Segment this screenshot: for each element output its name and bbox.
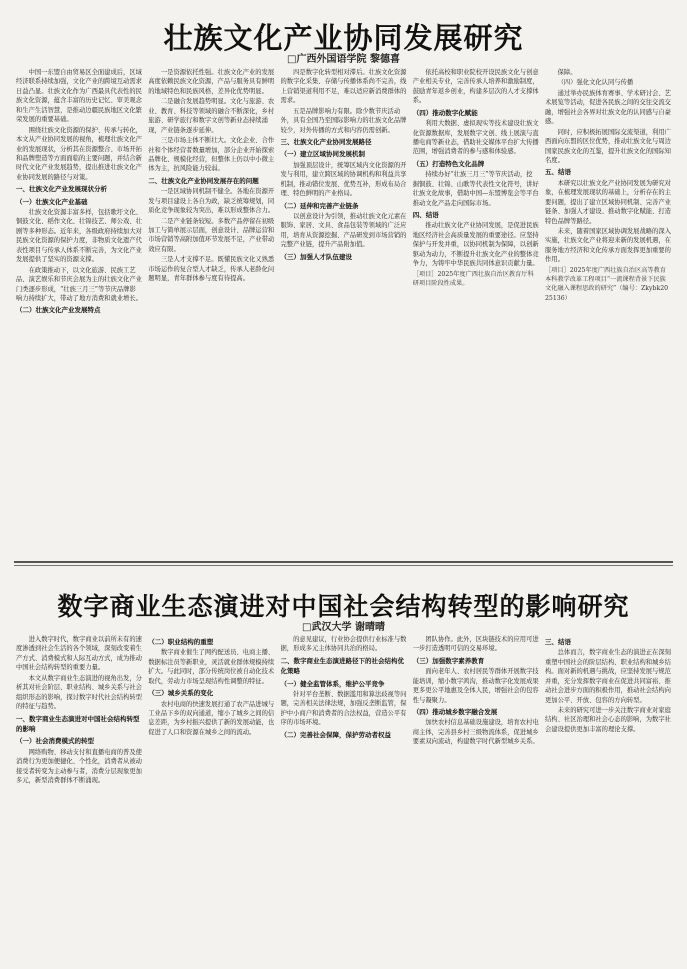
body-paragraph: 在政策推动下，以文化旅游、民族工艺品、演艺娱乐和节庆会展为主的壮族文化产业门类逐步形成，“壮族三月三”等节庆品牌影响力持续扩大，带动了地方消费和就业增长。 [16,266,142,302]
body-paragraph: 围绕壮族文化资源的保护、传承与转化，本文从产业协同发展的视角，梳理壮族文化产业的发展现状，分析其在资源整合、市场开拓和品牌塑造等方面面临的主要问题，并结合新时代文化产业发展趋势，提出推进壮族文化产业协同发展的路径与对策。 [16,126,142,181]
body-paragraph: 农村电商的快速发展打通了农产品进城与工业品下乡的双向通道，缩小了城乡之间的信息差距，为乡村振兴提供了新的发展动能，也促进了人口和资源在城乡之间的流动。 [148,700,275,736]
article-2-column [16,635,142,963]
section-heading: （一）壮族文化产业基础 [16,197,88,206]
section-heading: 三、结语 [545,638,571,646]
body-paragraph: 加强顶层设计，统筹区域内文化资源的开发与利用，建立跨区域的协调机构和利益共享机制，推动错位发展、优势互补，形成布局合理、特色鲜明的产业格局。 [280,161,407,198]
section-heading: （五）打造特色文化品牌 [412,159,485,168]
article-2-column [281,635,407,963]
body-paragraph: 持续办好“壮族三月三”等节庆活动，挖掘铜鼓、壮锦、山歌等代表性文化符号，讲好壮族文化故事，借助中国—东盟博览会等平台推动文化产品走向国际市场。 [412,171,539,207]
body-paragraph: 中国一东盟自由贸易区全面建成后，区域经济联系持续加强，文化产业的跨境互动需求日益凸显。壮族文化作为广西最具代表性的民族文化资源，蕴含丰富的历史记忆、审美观念和生产生活智慧，是推动边疆民族地区文化繁荣发展的重要基础。 [16,69,142,124]
article-2-byline: □武汉大学 谢晴晴 [302,622,385,633]
section-heading: 一、数字商业生态演进对中国社会结构转型的影响 [16,714,140,733]
body-paragraph: 针对平台垄断、数据滥用和算法歧视等问题，完善相关法律法规，加强反垄断监管，保护中小商户和消费者的合法权益，营造公平有序的市场环境。 [280,691,407,727]
body-paragraph: 三是人才支撑不足。既懂民族文化又熟悉市场运作的复合型人才缺乏，传承人老龄化问题明显，青年群体参与度有待提高。 [148,256,275,283]
article-1-column [148,68,274,548]
section-divider [14,561,673,566]
section-heading: （一）健全监管体系，维护公平竞争 [280,679,385,688]
section-heading: 三、壮族文化产业协同发展路径 [280,138,372,147]
article-1-byline: □广西外国语学院 黎德喜 [287,54,400,65]
body-paragraph: 壮族文化资源丰富多样，包括歌圩文化、铜鼓文化、稻作文化、壮锦技艺、师公戏、壮剧等多种形态。近年来，各级政府持续加大对民族文化资源的保护力度，非物质文化遗产代表性项目与传承人体系不断完善，为文化产业发展提供了坚实的资源支撑。 [16,209,142,264]
body-paragraph: 五是品牌影响力有限。除少数节庆活动外，具有全国乃至国际影响力的壮族文化品牌较少，对外传播的方式和内容仍需创新。 [280,107,407,134]
body-paragraph: 未来，随着国家区域协调发展战略的深入实施，壮族文化产业将迎来新的发展机遇，在服务地方经济和文化传承方面发挥更加重要的作用。 [545,227,671,264]
article-2-column [413,635,539,963]
body-paragraph: 一是区域协同机制不健全。各地在资源开发与项目建设上各自为政，缺乏统筹规划，同质化竞争现象较为突出，难以形成整体合力。 [148,188,275,215]
article-1-column [545,68,671,548]
section-heading: （一）社会消费模式的转型 [16,737,94,746]
body-paragraph: 二是产业链条较短。多数产品停留在初级加工与简单展示层面，创意设计、品牌运营和市场营销等高附加值环节发展不足，产业带动效应有限。 [148,217,275,253]
article-1-column [281,68,407,548]
section-heading: （四）推动城乡数字融合发展 [412,708,498,717]
body-paragraph: 未来的研究可进一步关注数字商业对家庭结构、社区治理和社会心态的影响，为数字社会建设提供更加丰富的理论支撑。 [545,707,671,733]
article-1-column [16,68,142,548]
section-heading: 二、壮族文化产业协同发展存在的问题 [148,176,259,185]
project-note: ［项目］2025年度广西壮族自治区高等教育本科教学改革工程项目“一流课程背景下民族文化融入课程思政的研究”（编号：Zkybk2025136） [545,266,669,302]
section-heading: 一、壮族文化产业发展现状分析 [16,185,107,194]
section-heading: 五、结语 [545,168,571,177]
article-1-column [413,68,539,548]
section-heading: 四、结语 [412,211,439,220]
body-paragraph: 二是融合发展趋势明显。文化与旅游、农业、教育、科技等领域的融合不断深化，乡村旅游、研学旅行和数字文创等新业态持续涌现，产业链条逐步延伸。 [148,98,275,134]
body-paragraph: 总体而言，数字商业生态的演进正在深刻重塑中国社会的阶层结构、职业结构和城乡结构。面对新的机遇与挑战，应坚持发展与规范并重，充分发挥数字商业在促进共同富裕、推动社会进步方面的积极作用，推动社会结构向更加公平、开放、包容的方向转型。 [545,649,671,704]
section-heading: （三）加强人才队伍建设 [280,252,352,261]
section-heading: （一）建立区域协同发展机制 [280,150,365,159]
section-heading: （二）壮族文化产业发展特点 [16,306,101,315]
section-heading: （三）加强数字素养教育 [412,656,485,665]
body-paragraph: 本文从数字商业生态演进的视角出发，分析其对社会阶层、职业结构、城乡关系与社会组织形态的影响，探讨数字时代社会结构转型的特征与趋势。 [16,674,142,711]
body-paragraph: 利用大数据、虚拟现实等技术建设壮族文化资源数据库，发展数字文创、线上展演与直播电商等新业态，借助社交媒体平台扩大传播范围，增强消费者的参与感和体验感。 [412,120,539,156]
body-paragraph: 依托高校和职业院校开设民族文化与创意产业相关专业，完善传承人培养和激励制度，鼓励青年返乡创业，构建多层次的人才支撑体系。 [412,69,539,105]
body-paragraph: 的意见建议，行业协会提供行业标准与数据，形成多元主体协同共治的格局。 [280,636,407,653]
article-2-column [545,635,671,963]
article-1-body [16,68,671,548]
project-note: ［项目］2025年度广西壮族自治区教育厅科研项目阶段性成果。 [412,270,534,287]
body-paragraph: 本研究以壮族文化产业协同发展为研究对象，在梳理发展现状的基础上，分析存在的主要问题，提出了建立区域协同机制、完善产业链条、加强人才建设、推动数字化赋能、打造特色品牌等路径。 [545,179,671,225]
body-paragraph: 团队协作。此外，区块链技术的应用可进一步打造透明可信的交易环境。 [412,636,539,653]
article-2-column [148,635,274,963]
section-heading: 二、数字商业生态演进路径下的社会结构优化策略 [280,656,404,676]
body-paragraph: 三是市场主体不断壮大。文化企业、合作社和个体经营者数量增加，部分企业开始探索品牌化、规模化经营，但整体上仍以中小微主体为主，抗风险能力较弱。 [148,137,275,173]
body-paragraph: 通过举办民族体育赛事、学术研讨会、艺术展览等活动，促进各民族之间的交往交流交融，增强社会各界对壮族文化的认同感与自豪感。 [545,89,671,126]
body-paragraph: 保障。 [557,69,577,76]
body-paragraph: 网络购物、移动支付和直播电商的普及使消费行为更加便捷化、个性化，消费者从被动接受者转变为主动参与者，消费分层现象更加多元，新型消费群体不断涌现。 [16,748,142,784]
section-heading: （二）职业结构的重塑 [148,638,214,646]
section-heading: （三）城乡关系的变化 [148,689,214,698]
section-heading: （二）延伸和完善产业链条 [280,201,359,210]
article-2-title: 数字商业生态演进对中国社会结构转型的影响研究 [57,592,630,621]
body-paragraph: 推动壮族文化产业协同发展，是促进民族地区经济社会高质量发展的重要途径。应坚持保护与开发并重，以协同机制为保障，以创新驱动为动力，不断提升壮族文化产业的整体竞争力，为铸牢中华民族共同体意识贡献力量。 [412,222,539,268]
body-paragraph: 同时，应积极拓展国际交流渠道，利用广西面向东盟的区位优势，推动壮族文化与周边国家民族文化的互鉴，提升壮族文化的国际知名度。 [545,128,671,164]
body-paragraph: 数字商业催生了网约配送员、电商主播、数据标注员等新职业，灵活就业群体规模持续扩大。与此同时，部分传统岗位被自动化技术取代，劳动力市场呈现结构性调整的特征。 [148,649,275,685]
body-paragraph: 面向老年人、农村居民等群体开展数字技能培训，缩小数字鸿沟，推动数字化发展成果更多更公平地惠及全体人民，增强社会的包容性与凝聚力。 [412,668,539,704]
body-paragraph: 四是数字化转型相对滞后。壮族文化资源的数字化采集、存储与传播体系尚不完善，线上营销渠道利用不足，难以适应新消费群体的需求。 [280,69,407,105]
section-heading: （二）完善社会保障，保护劳动者权益 [280,730,391,739]
article-2-body [16,635,671,963]
body-paragraph: 加快农村信息基础设施建设，培育农村电商主体，完善县乡村三级物流体系，促进城乡要素双向流动，构建数字时代新型城乡关系。 [412,719,539,746]
article-1-title: 壮族文化产业协同发展研究 [163,21,524,55]
body-paragraph: （四）强化文化认同与传播 [557,79,634,87]
body-paragraph: 以创意设计为引领，推动壮族文化元素在服饰、家居、文具、食品包装等领域的广泛应用，培育从资源挖掘、产品研发到市场营销的完整产业链，提升产品附加值。 [280,212,407,249]
body-paragraph: 一是资源依托性强。壮族文化产业的发展高度依赖民族文化资源，产品与服务具有鲜明的地域特色和民族风格，差异化优势明显。 [148,69,275,95]
section-heading: （四）推动数字化赋能 [412,108,478,117]
article-2 [0,573,687,969]
body-paragraph: 进入数字时代，数字商业以前所未有的速度渗透到社会生活的各个领域，深刻改变着生产方式、消费模式和人际互动方式，成为推动中国社会结构转型的重要力量。 [16,636,142,672]
